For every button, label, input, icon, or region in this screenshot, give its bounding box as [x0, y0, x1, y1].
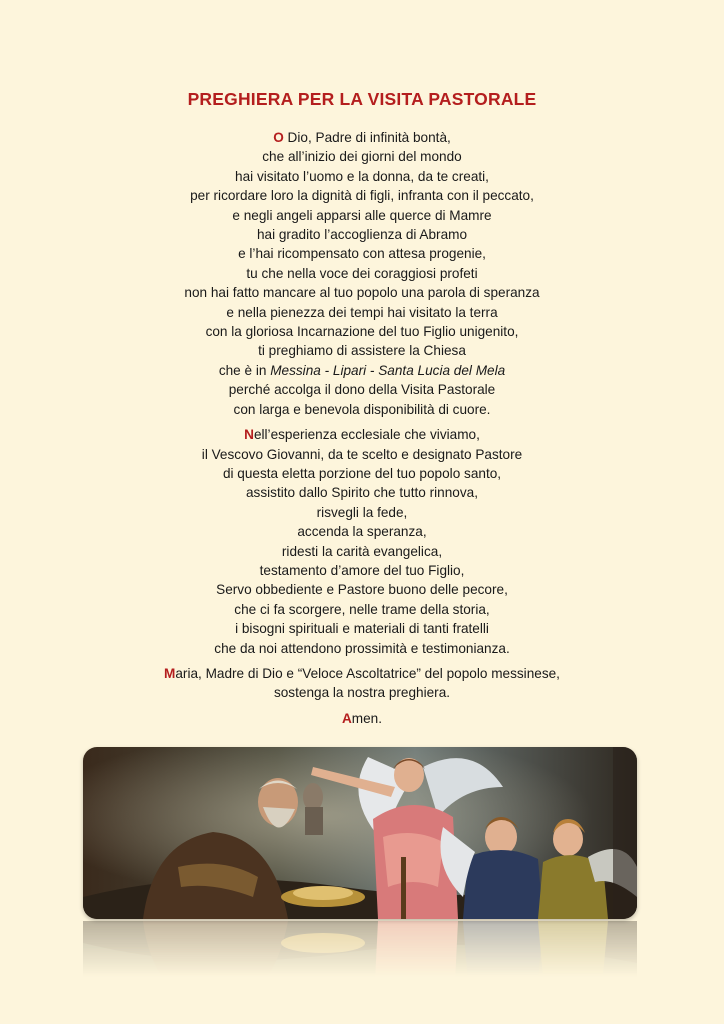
stanza-line: che all’inizio dei giorni del mondo: [262, 149, 462, 165]
reflection-image: [83, 921, 637, 977]
stanza-4: [0, 709, 724, 728]
stanza-3: [0, 664, 724, 703]
stanza-line: e negli angeli apparsi alle querce di Mamre: [232, 207, 492, 223]
stanza-line: con la gloriosa Incarnazione del tuo Figlio unigenito,: [205, 324, 519, 340]
stanza-line: sostenga la nostra preghiera.: [273, 685, 451, 701]
stanza-line: hai visitato l’uomo e la donna, da te creati,: [235, 168, 489, 184]
stanza-line: Servo obbediente e Pastore buono delle pecore,: [216, 582, 508, 598]
line-text: che è in: [218, 362, 271, 378]
stanza-line: con larga e benevola disponibilità di cuore.: [233, 401, 491, 417]
drop-initial: N: [244, 427, 254, 443]
stanza-line: ridesti la carità evangelica,: [281, 543, 443, 559]
stanza-line: [0, 425, 724, 444]
stanza-line: per ricordare loro la dignità di figli, infranta con il peccato,: [190, 188, 534, 204]
page-title: PREGHIERA PER LA VISITA PASTORALE: [187, 89, 537, 109]
drop-initial: M: [164, 665, 176, 681]
stanza-line: perché accolga il dono della Visita Pastorale: [228, 382, 496, 398]
stanza-line: testamento d’amore del tuo Figlio,: [259, 562, 465, 578]
line-text: men.: [351, 710, 383, 726]
painting-image: [83, 747, 637, 919]
stanza-1: [0, 128, 724, 419]
stanza-line: e nella pienezza dei tempi hai visitato la terra: [226, 304, 498, 320]
stanza-line: [0, 361, 724, 380]
line-text: aria, Madre di Dio e “Veloce Ascoltatrice” del popolo messinese,: [175, 665, 560, 681]
stanza-line: non hai fatto mancare al tuo popolo una parola di speranza: [184, 285, 540, 301]
stanza-line: tu che nella voce dei coraggiosi profeti: [246, 265, 478, 281]
stanza-line: assistito dallo Spirito che tutto rinnova,: [246, 485, 478, 501]
abraham-angels-painting: [83, 747, 637, 919]
stanza-line: i bisogni spirituali e materiali di tanti fratelli: [235, 621, 489, 637]
stanza-line: che da noi attendono prossimità e testimonianza.: [214, 640, 510, 656]
stanza-2: [0, 425, 724, 658]
stanza-line: hai gradito l’accoglienza di Abramo: [256, 227, 468, 243]
stanza-line: di questa eletta porzione del tuo popolo santo,: [222, 465, 502, 481]
stanza-line: risvegli la fede,: [316, 504, 408, 520]
stanza-line: [0, 709, 724, 728]
stanza-line: [0, 664, 724, 683]
stanza-line: il Vescovo Giovanni, da te scelto e designato Pastore: [201, 446, 523, 462]
drop-initial: A: [341, 710, 352, 726]
drop-initial: O: [273, 130, 284, 145]
stanza-line: e l’hai ricompensato con attesa progenie,: [238, 246, 486, 262]
line-text: ell’esperienza ecclesiale che viviamo,: [253, 427, 480, 443]
diocese-name: Messina - Lipari - Santa Lucia del Mela: [270, 362, 506, 378]
stanza-line: ti preghiamo di assistere la Chiesa: [258, 343, 466, 359]
painting-reflection: [83, 921, 637, 977]
stanza-line: accenda la speranza,: [297, 524, 427, 540]
line-text: Dio, Padre di infinità bontà,: [283, 130, 451, 145]
stanza-line: [0, 128, 724, 147]
stanza-line: che ci fa scorgere, nelle trame della storia,: [234, 601, 490, 617]
prayer-text: [0, 128, 724, 734]
